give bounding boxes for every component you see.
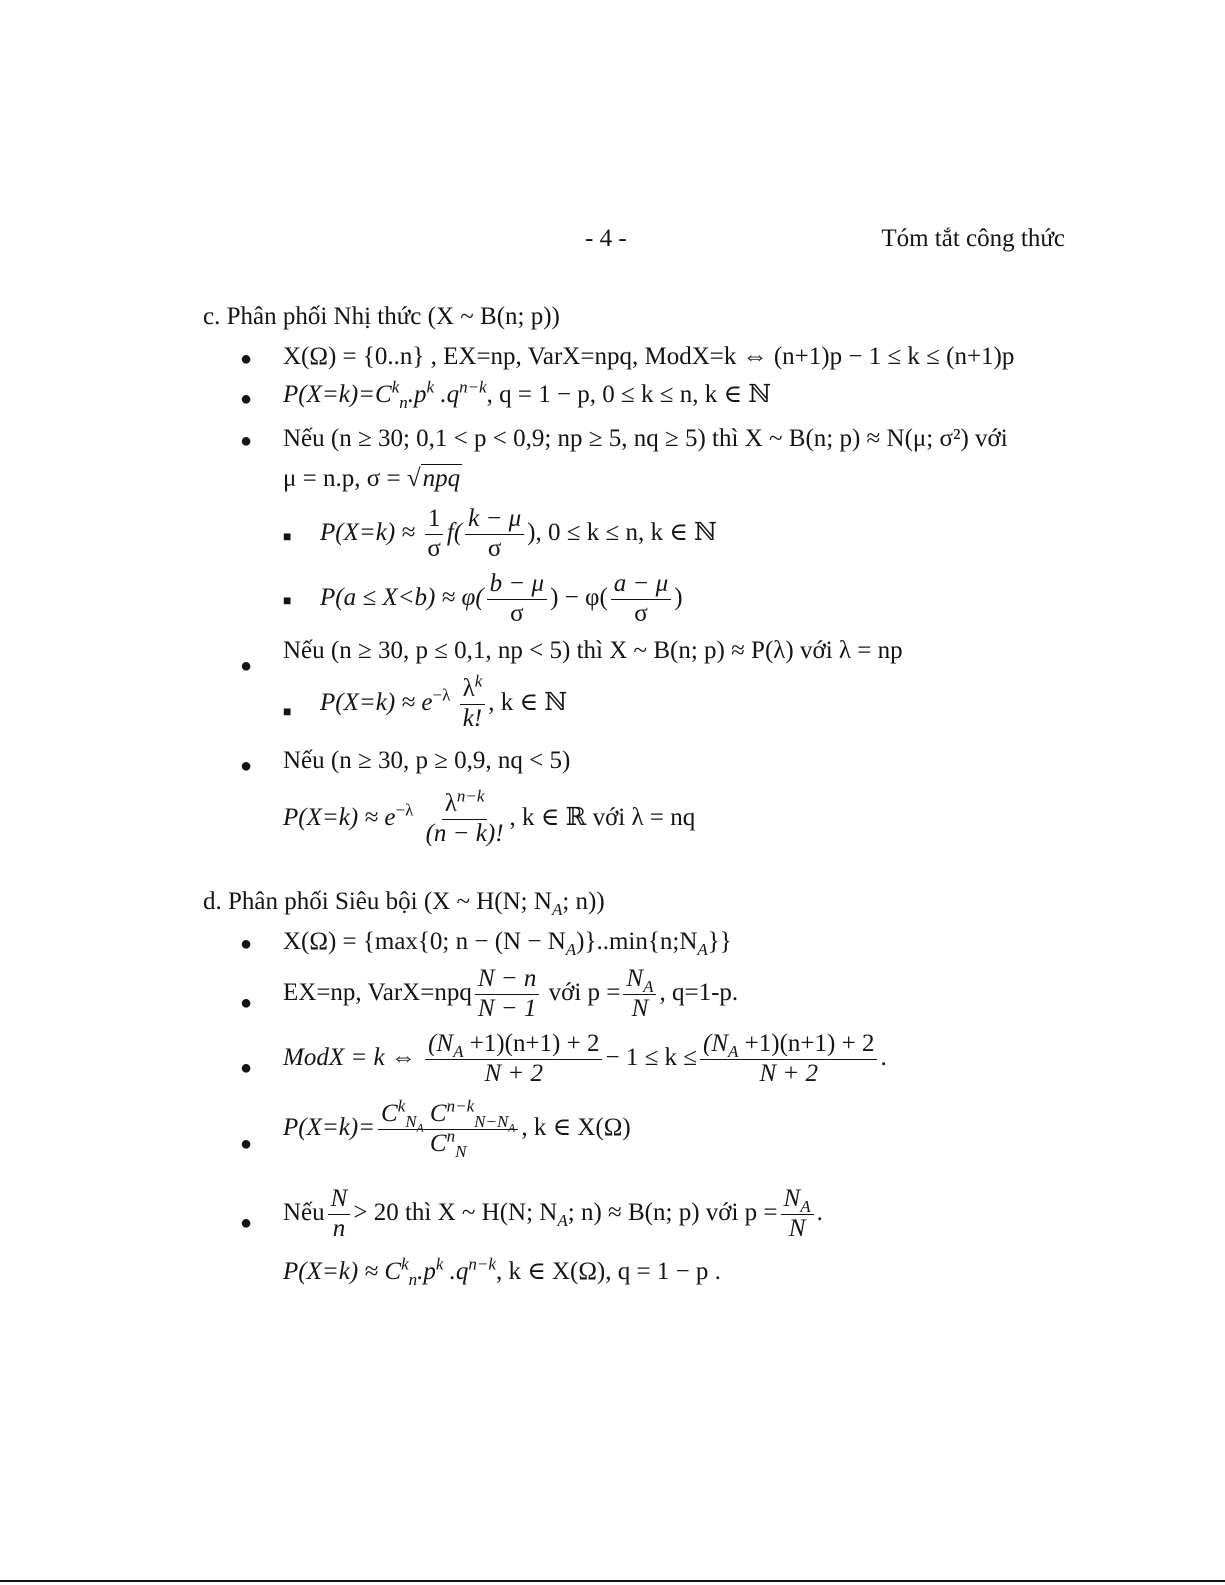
- hyper-mode-line: ModX = k ⇔ $\frac{(N_A +1)(n+1) + 2}{N + 2}$ − 1 ≤ k ≤ $\frac{(N_A +1)(n+1) + 2}{N + 2}$ .: [283, 1030, 887, 1087]
- normal-interval-formula: P(a ≤ X<b) ≈ φ( $\frac{b - \mu}{\sigma}$ ) − φ( $\frac{a - \mu}{\sigma}$ ): [320, 570, 683, 627]
- hyper-moments-line: EX=np, VarX=npq $\frac{N - n}{N - 1}$ với p = $\frac{N_A}{N}$ , q=1-p.: [283, 965, 739, 1022]
- bullet: ●: [240, 1057, 253, 1079]
- binomial-support-line: X(Ω) = {0..n} , EX=np, VarX=npq, ModX=k ⇔ (n+1)p − 1 ≤ k ≤ (n+1)p: [283, 343, 1015, 370]
- bullet: ●: [240, 1133, 253, 1155]
- bullet: ●: [240, 992, 253, 1014]
- normal-local-formula: P(X=k) ≈ $\frac{1}{\sigma}$ f( $\frac{k - \mu}{\sigma}$ ), 0 ≤ k ≤ n, k ∈ ℕ: [320, 505, 717, 562]
- bullet: ●: [240, 933, 253, 955]
- running-title: Tóm tắt công thức: [881, 225, 1065, 252]
- poisson-nq-formula: $P(X=k) \approx e^{-\lambda}$ $\frac{\lambda^{n-k}}{(n - k)!}$ , k ∈ ℝ với λ = nq: [283, 786, 696, 847]
- page-number: - 4 -: [585, 225, 627, 252]
- binomial-pmf-line: $P(X=k)=C^k_n.p^k$ $.q^{n-k}$, q = 1 − p, 0 ≤ k ≤ n, k ∈ ℕ: [283, 377, 772, 412]
- sub-bullet: ■: [283, 594, 292, 609]
- bullet: ●: [240, 430, 253, 452]
- hyper-binomial-approx-line: Nếu $\frac{N}{n}$ > 20 thì X ~ H(N; $N_A$; n) ≈ B(n; p) với p = $\frac{N_A}{N}$ .: [283, 1185, 823, 1242]
- poisson-formula: $P(X=k) \approx e^{-\lambda}$ $\frac{\lambda^k}{k!}$ , k ∈ ℕ: [320, 671, 568, 732]
- normal-approx-condition: Nếu (n ≥ 30; 0,1 < p < 0,9; np ≥ 5, nq ≥ 5) thì X ~ B(n; p) ≈ N(μ; σ²) với: [283, 425, 1008, 452]
- bottom-rule: [0, 1580, 1225, 1582]
- hyper-support-line: X(Ω) = {max{0; $n - (N - N_A)\}..\min\{n;N_A\}$}: [283, 928, 732, 959]
- hyper-pmf-line: P(X=k)= $\frac{C^k_{N_A} C^{n-k}_{N-N_A}}{C^n_N}$ , k ∈ X(Ω): [283, 1096, 631, 1161]
- bullet: ●: [240, 755, 253, 777]
- section-c-heading: c. Phân phối Nhị thức (X ~ B(n; p)): [203, 303, 560, 330]
- poisson-nq-condition: Nếu (n ≥ 30, p ≥ 0,9, nq < 5): [283, 747, 571, 774]
- bullet: ●: [240, 655, 253, 677]
- bullet: ●: [240, 388, 253, 410]
- hyper-binomial-pmf-line: $P(X=k) \approx C^k_n.p^k$ $.q^{n-k}$, k ∈ X(Ω), q = 1 − p .: [283, 1254, 721, 1289]
- sub-bullet: ■: [283, 530, 292, 545]
- sub-bullet: ■: [283, 705, 292, 720]
- bullet: ●: [240, 348, 253, 370]
- bullet: ●: [240, 1212, 253, 1234]
- poisson-approx-condition: Nếu (n ≥ 30, p ≤ 0,1, np < 5) thì X ~ B(n; p) ≈ P(λ) với λ = np: [283, 637, 903, 664]
- normal-approx-params: μ = n.p, σ = √npq: [283, 465, 461, 492]
- section-d-heading: d. Phân phối Siêu bội (X ~ H(N; $N_A$; n)): [203, 888, 605, 919]
